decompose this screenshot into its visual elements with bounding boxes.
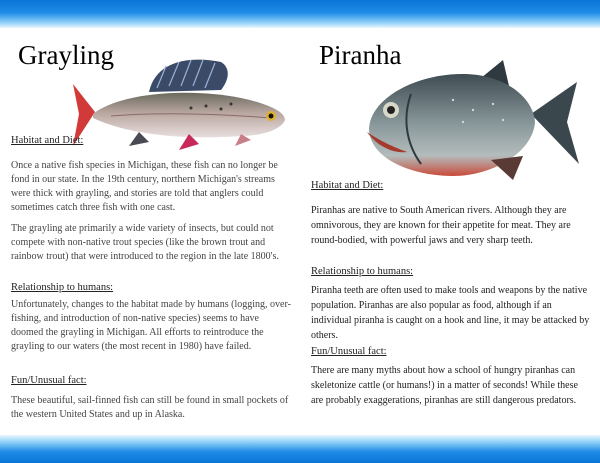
grayling-fact-paragraph: These beautiful, sail-finned fish can still be found in small pockets of the western United States and up in Alaska. [11,395,289,420]
grayling-habitat-heading: Habitat and Diet: [11,135,84,146]
piranha-habitat-paragraph: Piranhas are native to South American rivers. Although they are omnivorous, they are known for their appetite for meat. They are round-bodied, with powerful jaws and very sharp teeth. [311,205,571,246]
piranha-fish-image [363,60,583,182]
grayling-habitat-paragraph-1: Once a native fish species in Michigan, these fish can no longer be fond in our state. In the 19th century, northern Michigan's streams were thick with grayling, and stories are told that anglers could sometimes catch three fish with one cast. [11,160,278,213]
piranha-habitat-heading: Habitat and Diet: [311,180,384,191]
piranha-relationship-heading: Relationship to humans: [311,266,414,277]
grayling-fact-heading: Fun/Unusual fact: [11,375,87,386]
grayling-relationship-heading: Relationship to humans: [11,282,114,293]
grayling-relationship-paragraph: Unfortunately, changes to the habitat made by humans (logging, over-fishing, and introduction of non-native species) seems to have doomed the grayling in Michigan. All efforts to reintroduce the grayling to our waters (the most recent in 1980) have failed. [11,299,291,352]
top-blue-band [0,0,600,28]
piranha-title: Piranha [319,40,402,70]
piranha-fact-heading: Fun/Unusual fact: [311,346,387,357]
grayling-title: Grayling [18,40,114,70]
grayling-fish-image [71,54,291,150]
piranha-relationship-paragraph: Piranha teeth are often used to make tools and weapons by the native population. Piranhas are also popular as food, although if an individual piranha is caught on a hook and line, it may be attacked by others. [311,285,590,341]
grayling-habitat-paragraph-2: The grayling ate primarily a wide variety of insects, but could not compete with non-native trout species (like the brown trout and rainbow trout) that were introduced to the region in the late 1800's. [11,223,279,262]
bottom-blue-band [0,435,600,463]
piranha-fact-paragraph: There are many myths about how a school of hungry piranhas can skeletonize cattle (or humans!) in a matter of seconds! While these are probably exaggerations, piranhas are still dangerous predators. [311,365,578,406]
